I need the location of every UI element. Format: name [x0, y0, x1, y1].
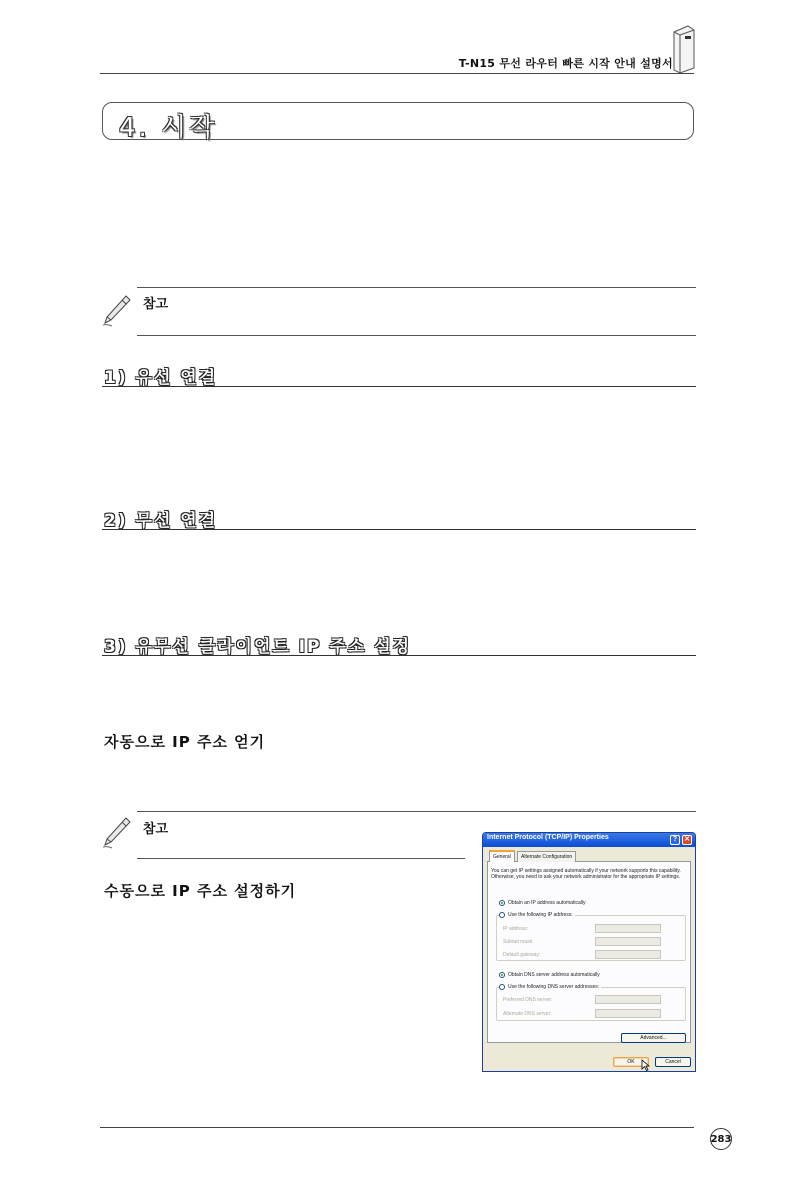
heading-manual-ip: 수동으로 IP 주소 설정하기: [104, 882, 297, 900]
preferred-dns-label: Preferred DNS server:: [503, 997, 553, 1003]
subsection-rule: [102, 386, 696, 387]
note-bottom-rule: [137, 858, 465, 859]
section-title-box: [102, 102, 694, 143]
router-icon: [670, 24, 696, 74]
page-number: 283: [710, 1128, 732, 1150]
radio-obtain-ip-auto[interactable]: [499, 899, 585, 907]
close-button[interactable]: ✕: [682, 835, 692, 845]
running-header: T-N15 무선 라우터 빠른 시작 안내 설명서: [458, 57, 673, 70]
heading-auto-ip: 자동으로 IP 주소 얻기: [104, 733, 266, 751]
note-label: 참고: [143, 822, 169, 837]
subsection-rule: [102, 529, 696, 530]
radio-use-following-dns[interactable]: [499, 983, 601, 991]
tab-general[interactable]: General: [489, 850, 515, 862]
dialog-titlebar: [483, 833, 695, 847]
tcpip-properties-dialog: [482, 832, 696, 1072]
radio-obtain-dns-auto[interactable]: [499, 971, 600, 979]
radio-label: Obtain DNS server address automatically: [508, 972, 600, 978]
subsection-heading-wireless: 2) 무선 연결: [104, 511, 218, 531]
pencil-icon: [100, 815, 132, 849]
mouse-cursor-icon: [641, 1059, 650, 1071]
advanced-button[interactable]: Advanced...: [621, 1033, 686, 1043]
radio-unselected-icon: [499, 984, 505, 990]
note-label: 참고: [143, 297, 169, 312]
ok-button[interactable]: OK: [613, 1057, 649, 1067]
note-top-rule: [137, 811, 696, 812]
cancel-button[interactable]: Cancel: [655, 1057, 691, 1067]
ip-address-label: IP address:: [503, 926, 529, 932]
radio-use-following-ip[interactable]: [499, 911, 575, 919]
dialog-description: You can get IP settings assigned automatically if your network supports this capability. Otherwise, you need to ask your network administrator for the appropriate IP settings.: [491, 868, 681, 880]
help-button[interactable]: ?: [670, 835, 680, 845]
radio-label: Obtain an IP address automatically: [508, 900, 586, 906]
subsection-heading-ip-setup: 3) 유무선 클라이언트 IP 주소 설정: [104, 637, 412, 657]
radio-selected-icon: [499, 972, 505, 978]
default-gateway-input[interactable]: [595, 950, 661, 959]
radio-selected-icon: [499, 900, 505, 906]
note-top-rule: [137, 287, 696, 288]
subsection-rule: [102, 655, 696, 656]
section-title: 4. 시작: [119, 113, 218, 143]
alternate-dns-input[interactable]: [595, 1009, 661, 1018]
default-gateway-label: Default gateway:: [503, 952, 541, 958]
ip-address-input[interactable]: [595, 924, 661, 933]
header-rule: [100, 73, 694, 74]
subnet-mask-label: Subnet mask:: [503, 939, 534, 945]
pencil-icon: [100, 293, 132, 327]
radio-unselected-icon: [499, 912, 505, 918]
radio-label: Use the following DNS server addresses:: [508, 984, 600, 990]
preferred-dns-input[interactable]: [595, 995, 661, 1004]
alternate-dns-label: Alternate DNS server:: [503, 1011, 552, 1017]
note-bottom-rule: [137, 335, 696, 336]
tab-alternate-configuration[interactable]: Alternate Configuration: [517, 851, 576, 862]
subnet-mask-input[interactable]: [595, 937, 661, 946]
dialog-title: Internet Protocol (TCP/IP) Properties: [487, 834, 609, 841]
radio-label: Use the following IP address:: [508, 912, 573, 918]
subsection-heading-wired: 1) 유선 연결: [104, 368, 218, 388]
footer-rule: [100, 1127, 694, 1128]
